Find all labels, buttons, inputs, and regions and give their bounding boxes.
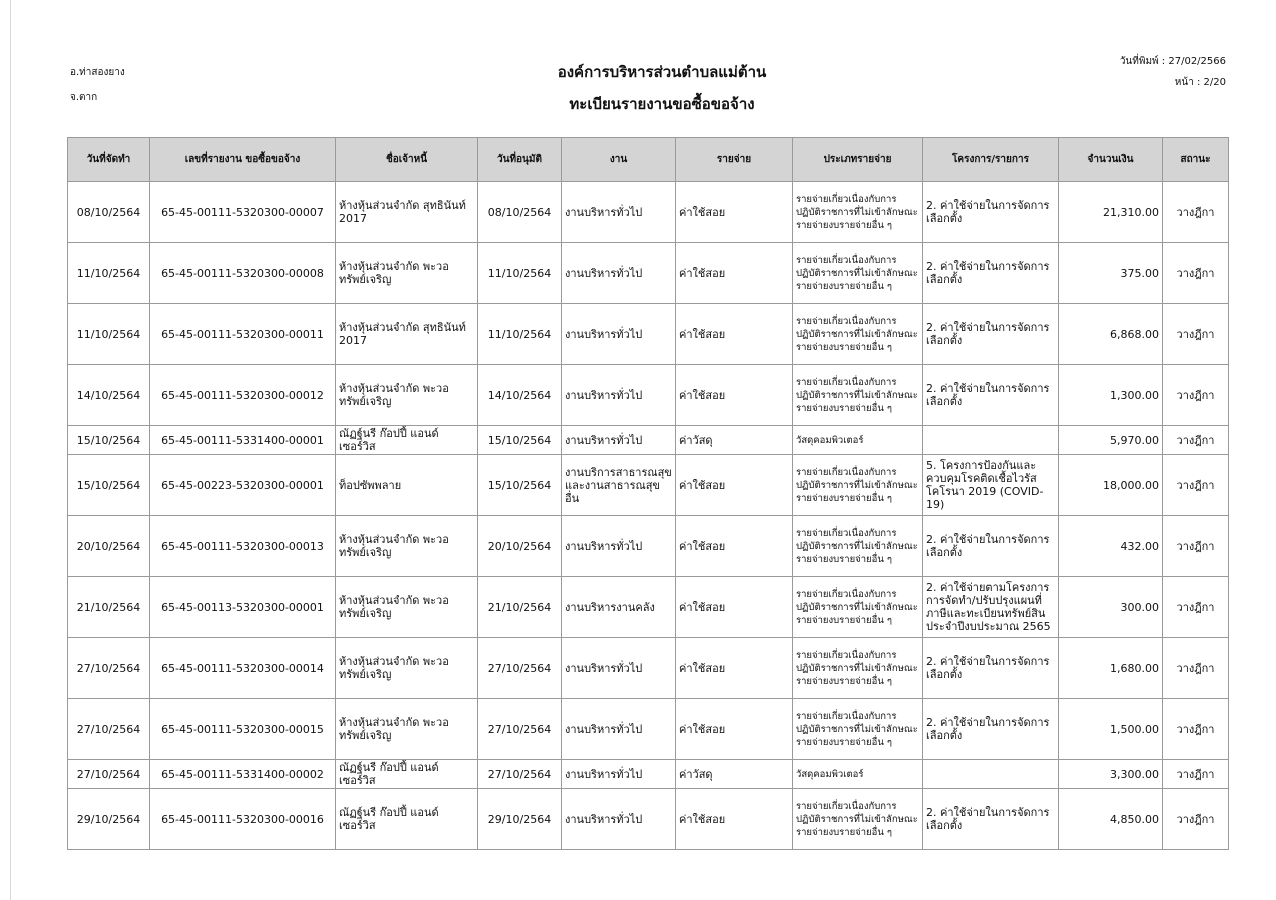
- cell-amount: 1,300.00: [1059, 365, 1163, 426]
- cell-project: [923, 426, 1059, 455]
- cell-creditor: ห้างหุ้นส่วนจำกัด พะวอ ทรัพย์เจริญ: [336, 243, 478, 304]
- cell-expense: ค่าใช้สอย: [676, 577, 793, 638]
- table-header-row: [68, 138, 1229, 182]
- procurement-register-table: [67, 137, 1229, 850]
- cell-work: งานบริหารทั่วไป: [562, 365, 676, 426]
- cell-creditor: ท็อปซัพพลาย: [336, 455, 478, 516]
- cell-expense: ค่าใช้สอย: [676, 243, 793, 304]
- cell-report-no: 65-45-00111-5320300-00015: [150, 699, 336, 760]
- cell-amount: 21,310.00: [1059, 182, 1163, 243]
- cell-creditor: ห้างหุ้นส่วนจำกัด สุทธินันท์ 2017: [336, 182, 478, 243]
- cell-amount: 3,300.00: [1059, 760, 1163, 789]
- cell-date: 20/10/2564: [68, 516, 150, 577]
- cell-approve-date: 21/10/2564: [478, 577, 562, 638]
- cell-expense-type: รายจ่ายเกี่ยวเนื่องกับการปฏิบัติราชการที่ไม่เข้าลักษณะรายจ่ายงบรายจ่ายอื่น ๆ: [793, 516, 923, 577]
- cell-work: งานบริหารทั่วไป: [562, 243, 676, 304]
- cell-report-no: 65-45-00111-5331400-00002: [150, 760, 336, 789]
- cell-status: วางฎีกา: [1163, 638, 1229, 699]
- cell-approve-date: 08/10/2564: [478, 182, 562, 243]
- cell-expense-type: รายจ่ายเกี่ยวเนื่องกับการปฏิบัติราชการที่ไม่เข้าลักษณะรายจ่ายงบรายจ่ายอื่น ๆ: [793, 243, 923, 304]
- cell-project: 2. ค่าใช้จ่ายในการจัดการเลือกตั้ง: [923, 304, 1059, 365]
- cell-amount: 6,868.00: [1059, 304, 1163, 365]
- cell-expense: ค่าใช้สอย: [676, 699, 793, 760]
- cell-expense-type: รายจ่ายเกี่ยวเนื่องกับการปฏิบัติราชการที่ไม่เข้าลักษณะรายจ่ายงบรายจ่ายอื่น ๆ: [793, 365, 923, 426]
- cell-expense-type: รายจ่ายเกี่ยวเนื่องกับการปฏิบัติราชการที่ไม่เข้าลักษณะรายจ่ายงบรายจ่ายอื่น ๆ: [793, 577, 923, 638]
- cell-project: 2. ค่าใช้จ่ายตามโครงการการจัดทำ/ปรับปรุงแผนที่ภาษีและทะเบียนทรัพย์สิน ประจำปีงบประมาณ 2565: [923, 577, 1059, 638]
- cell-amount: 4,850.00: [1059, 789, 1163, 850]
- cell-approve-date: 14/10/2564: [478, 365, 562, 426]
- table-row: [68, 365, 1229, 426]
- cell-date: 29/10/2564: [68, 789, 150, 850]
- cell-expense: ค่าใช้สอย: [676, 789, 793, 850]
- cell-expense: ค่าใช้สอย: [676, 182, 793, 243]
- page-number: หน้า : 2/20: [1174, 77, 1226, 88]
- cell-work: งานบริหารทั่วไป: [562, 760, 676, 789]
- cell-amount: 375.00: [1059, 243, 1163, 304]
- cell-date: 27/10/2564: [68, 760, 150, 789]
- cell-creditor: ห้างหุ้นส่วนจำกัด พะวอ ทรัพย์เจริญ: [336, 699, 478, 760]
- cell-report-no: 65-45-00111-5320300-00007: [150, 182, 336, 243]
- province-label: จ.ตาก: [70, 92, 98, 103]
- cell-work: งานบริหารทั่วไป: [562, 516, 676, 577]
- col-header-approve-date: วันที่อนุมัติ: [478, 138, 562, 182]
- cell-date: 21/10/2564: [68, 577, 150, 638]
- table-row: [68, 243, 1229, 304]
- col-header-work: งาน: [562, 138, 676, 182]
- cell-report-no: 65-45-00111-5331400-00001: [150, 426, 336, 455]
- cell-report-no: 65-45-00111-5320300-00016: [150, 789, 336, 850]
- cell-work: งานบริหารทั่วไป: [562, 699, 676, 760]
- cell-date: 27/10/2564: [68, 638, 150, 699]
- col-header-expense: รายจ่าย: [676, 138, 793, 182]
- cell-project: 2. ค่าใช้จ่ายในการจัดการเลือกตั้ง: [923, 699, 1059, 760]
- cell-work: งานบริการสาธารณสุขและงานสาธารณสุขอื่น: [562, 455, 676, 516]
- cell-approve-date: 15/10/2564: [478, 426, 562, 455]
- cell-work: งานบริหารทั่วไป: [562, 426, 676, 455]
- cell-expense-type: รายจ่ายเกี่ยวเนื่องกับการปฏิบัติราชการที่ไม่เข้าลักษณะรายจ่ายงบรายจ่ายอื่น ๆ: [793, 304, 923, 365]
- cell-amount: 5,970.00: [1059, 426, 1163, 455]
- cell-date: 14/10/2564: [68, 365, 150, 426]
- cell-project: 2. ค่าใช้จ่ายในการจัดการเลือกตั้ง: [923, 243, 1059, 304]
- table-row: [68, 304, 1229, 365]
- table-row: [68, 516, 1229, 577]
- cell-amount: 18,000.00: [1059, 455, 1163, 516]
- cell-approve-date: 27/10/2564: [478, 699, 562, 760]
- cell-approve-date: 27/10/2564: [478, 760, 562, 789]
- cell-project: 2. ค่าใช้จ่ายในการจัดการเลือกตั้ง: [923, 789, 1059, 850]
- cell-expense-type: รายจ่ายเกี่ยวเนื่องกับการปฏิบัติราชการที่ไม่เข้าลักษณะรายจ่ายงบรายจ่ายอื่น ๆ: [793, 182, 923, 243]
- cell-status: วางฎีกา: [1163, 426, 1229, 455]
- cell-creditor: ห้างหุ้นส่วนจำกัด พะวอ ทรัพย์เจริญ: [336, 365, 478, 426]
- cell-expense: ค่าใช้สอย: [676, 304, 793, 365]
- cell-approve-date: 11/10/2564: [478, 304, 562, 365]
- cell-status: วางฎีกา: [1163, 365, 1229, 426]
- cell-report-no: 65-45-00111-5320300-00012: [150, 365, 336, 426]
- cell-expense-type: วัสดุคอมพิวเตอร์: [793, 760, 923, 789]
- cell-project: 5. โครงการป้องกันและควบคุมโรคติดเชื้อไวรัสโคโรนา 2019 (COVID-19): [923, 455, 1059, 516]
- cell-approve-date: 27/10/2564: [478, 638, 562, 699]
- col-header-creditor: ชื่อเจ้าหนี้: [336, 138, 478, 182]
- table-row: [68, 426, 1229, 455]
- cell-report-no: 65-45-00111-5320300-00013: [150, 516, 336, 577]
- cell-project: 2. ค่าใช้จ่ายในการจัดการเลือกตั้ง: [923, 365, 1059, 426]
- print-date: วันที่พิมพ์ : 27/02/2566: [1119, 56, 1226, 67]
- cell-date: 08/10/2564: [68, 182, 150, 243]
- cell-status: วางฎีกา: [1163, 182, 1229, 243]
- cell-status: วางฎีกา: [1163, 243, 1229, 304]
- cell-date: 27/10/2564: [68, 699, 150, 760]
- cell-expense-type: รายจ่ายเกี่ยวเนื่องกับการปฏิบัติราชการที่ไม่เข้าลักษณะรายจ่ายงบรายจ่ายอื่น ๆ: [793, 455, 923, 516]
- cell-amount: 432.00: [1059, 516, 1163, 577]
- col-header-amount: จำนวนเงิน: [1059, 138, 1163, 182]
- col-header-expense-type: ประเภทรายจ่าย: [793, 138, 923, 182]
- org-name: องค์การบริหารส่วนตำบลแม่ต้าน: [557, 63, 767, 81]
- cell-status: วางฎีกา: [1163, 577, 1229, 638]
- table-row: [68, 182, 1229, 243]
- cell-expense: ค่าใช้สอย: [676, 516, 793, 577]
- cell-work: งานบริหารทั่วไป: [562, 789, 676, 850]
- col-header-project: โครงการ/รายการ: [923, 138, 1059, 182]
- cell-amount: 300.00: [1059, 577, 1163, 638]
- col-header-report-no: เลขที่รายงาน ขอซื้อขอจ้าง: [150, 138, 336, 182]
- cell-status: วางฎีกา: [1163, 760, 1229, 789]
- district-label: อ.ท่าสองยาง: [70, 67, 125, 78]
- cell-report-no: 65-45-00111-5320300-00011: [150, 304, 336, 365]
- table-row: [68, 577, 1229, 638]
- cell-expense: ค่าใช้สอย: [676, 638, 793, 699]
- table-row: [68, 455, 1229, 516]
- cell-creditor: ณัฏฐ์นรี ก๊อปปี้ แอนด์ เซอร์วิส: [336, 426, 478, 455]
- cell-report-no: 65-45-00223-5320300-00001: [150, 455, 336, 516]
- cell-date: 11/10/2564: [68, 304, 150, 365]
- cell-expense: ค่าวัสดุ: [676, 426, 793, 455]
- table-row: [68, 699, 1229, 760]
- cell-amount: 1,500.00: [1059, 699, 1163, 760]
- cell-report-no: 65-45-00111-5320300-00014: [150, 638, 336, 699]
- col-header-date: วันที่จัดทำ: [68, 138, 150, 182]
- cell-project: 2. ค่าใช้จ่ายในการจัดการเลือกตั้ง: [923, 516, 1059, 577]
- cell-status: วางฎีกา: [1163, 516, 1229, 577]
- cell-project: 2. ค่าใช้จ่ายในการจัดการเลือกตั้ง: [923, 182, 1059, 243]
- cell-work: งานบริหารทั่วไป: [562, 182, 676, 243]
- cell-report-no: 65-45-00111-5320300-00008: [150, 243, 336, 304]
- cell-date: 15/10/2564: [68, 426, 150, 455]
- cell-creditor: ณัฏฐ์นรี ก๊อปปี้ แอนด์ เซอร์วิส: [336, 789, 478, 850]
- cell-status: วางฎีกา: [1163, 455, 1229, 516]
- cell-creditor: ห้างหุ้นส่วนจำกัด พะวอ ทรัพย์เจริญ: [336, 638, 478, 699]
- cell-date: 11/10/2564: [68, 243, 150, 304]
- cell-expense: ค่าใช้สอย: [676, 365, 793, 426]
- cell-expense-type: รายจ่ายเกี่ยวเนื่องกับการปฏิบัติราชการที่ไม่เข้าลักษณะรายจ่ายงบรายจ่ายอื่น ๆ: [793, 789, 923, 850]
- cell-work: งานบริหารทั่วไป: [562, 638, 676, 699]
- cell-amount: 1,680.00: [1059, 638, 1163, 699]
- cell-expense: ค่าใช้สอย: [676, 455, 793, 516]
- cell-project: [923, 760, 1059, 789]
- cell-status: วางฎีกา: [1163, 699, 1229, 760]
- cell-approve-date: 29/10/2564: [478, 789, 562, 850]
- cell-creditor: ห้างหุ้นส่วนจำกัด สุทธินันท์ 2017: [336, 304, 478, 365]
- cell-work: งานบริหารทั่วไป: [562, 304, 676, 365]
- cell-approve-date: 20/10/2564: [478, 516, 562, 577]
- cell-expense: ค่าวัสดุ: [676, 760, 793, 789]
- page-edge: [10, 0, 11, 900]
- col-header-status: สถานะ: [1163, 138, 1229, 182]
- table-row: [68, 638, 1229, 699]
- cell-report-no: 65-45-00113-5320300-00001: [150, 577, 336, 638]
- cell-creditor: ห้างหุ้นส่วนจำกัด พะวอ ทรัพย์เจริญ: [336, 516, 478, 577]
- report-title: ทะเบียนรายงานขอซื้อขอจ้าง: [569, 95, 755, 113]
- cell-project: 2. ค่าใช้จ่ายในการจัดการเลือกตั้ง: [923, 638, 1059, 699]
- cell-expense-type: รายจ่ายเกี่ยวเนื่องกับการปฏิบัติราชการที่ไม่เข้าลักษณะรายจ่ายงบรายจ่ายอื่น ๆ: [793, 699, 923, 760]
- cell-work: งานบริหารงานคลัง: [562, 577, 676, 638]
- cell-status: วางฎีกา: [1163, 304, 1229, 365]
- cell-approve-date: 15/10/2564: [478, 455, 562, 516]
- cell-approve-date: 11/10/2564: [478, 243, 562, 304]
- cell-creditor: ณัฏฐ์นรี ก๊อปปี้ แอนด์ เซอร์วิส: [336, 760, 478, 789]
- cell-creditor: ห้างหุ้นส่วนจำกัด พะวอ ทรัพย์เจริญ: [336, 577, 478, 638]
- cell-status: วางฎีกา: [1163, 789, 1229, 850]
- cell-expense-type: รายจ่ายเกี่ยวเนื่องกับการปฏิบัติราชการที่ไม่เข้าลักษณะรายจ่ายงบรายจ่ายอื่น ๆ: [793, 638, 923, 699]
- table-row: [68, 789, 1229, 850]
- cell-expense-type: วัสดุคอมพิวเตอร์: [793, 426, 923, 455]
- cell-date: 15/10/2564: [68, 455, 150, 516]
- table-row: [68, 760, 1229, 789]
